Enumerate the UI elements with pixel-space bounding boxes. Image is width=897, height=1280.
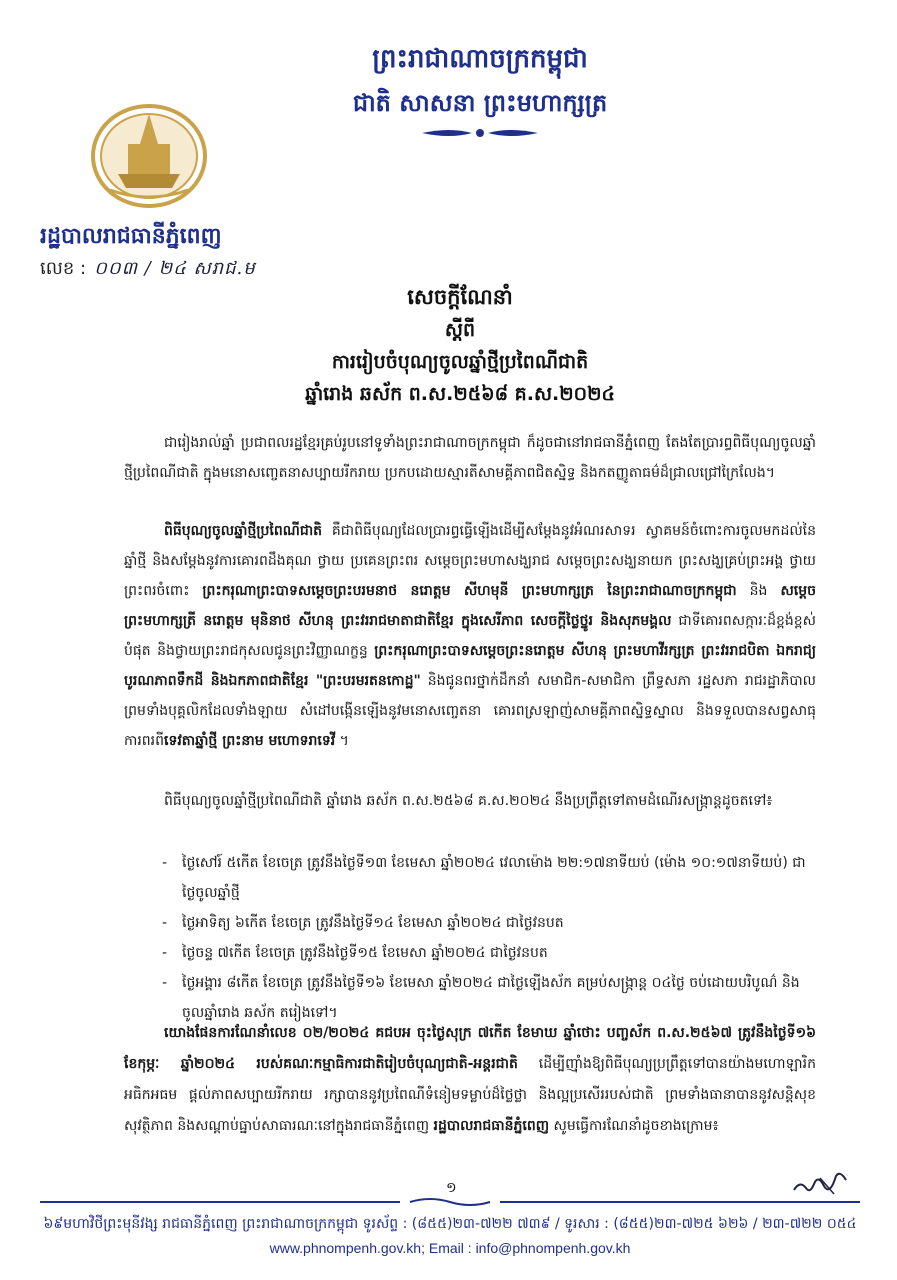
list-item: - ថ្ងៃចន្ទ ៧កើត ខែចេត្រ ត្រូវនឹងថ្ងៃទី១៥ ខែមេសា ឆ្នាំ២០២៤ ជាថ្ងៃវនបត — [162, 938, 816, 968]
reference-label: លេខ : — [40, 258, 87, 279]
handwritten-initials-icon — [790, 1166, 852, 1200]
motto-heading: ជាតិ សាសនា ព្រះមហាក្សត្រ — [352, 88, 608, 117]
list-item: - ថ្ងៃអាទិត្យ ៦កើត ខែចេត្រ ត្រូវនឹងថ្ងៃទី១៤ ខែមេសា ឆ្នាំ២០២៤ ជាថ្ងៃវនបត — [162, 908, 816, 938]
schedule-list — [162, 848, 816, 1028]
paragraph-ceremony: ពិធីបុណ្យចូលឆ្នាំថ្មីប្រពៃណីជាតិ គឺជាពិធីបុណ្យដែលប្រារព្ធធ្វើឡើងដើម្បីសម្តែងនូវអំណរសាទរ ស្វាគមន៍ចំពោះការចូលមកដល់នៃឆ្នាំថ្មី និងសម្តែងនូវការគោរពដឹងគុណ ថ្វាយ ប្រគេនព្រះពរ សម្តេចព្រះមហាសង្ឃរាជ សម្តេចព្រះសង្ឃនាយក ព្រះសង្ឃគ្រប់ព្រះអង្គ ថ្វាយព្រះពរចំពោះ ព្រះករុណាព្រះបាទសម្តេចព្រះបរមនាថ នរោត្តម សីហមុនី ព្រះមហាក្សត្រ នៃព្រះរាជាណាចក្រកម្ពុជា និង សម្តេចព្រះមហាក្សត្រី នរោត្តម មុនិនាថ សីហនុ ព្រះវររាជមាតាជាតិខ្មែរ ក្នុងសេរីភាព សេចក្តីថ្លៃថ្នូរ និងសុភមង្គល ជាទីគោរពសក្ការៈដ៏ខ្ពង់ខ្ពស់បំផុត និងថ្វាយព្រះរាជកុសលជូនព្រះវិញ្ញាណក្ខន្ធ ព្រះករុណាព្រះបាទសម្តេចព្រះនរោត្តម សីហនុ ព្រះមហាវីរក្សត្រ ព្រះវររាជបិតា ឯករាជ្យ បូរណភាពទឹកដី និងឯកភាពជាតិខ្មែរ "ព្រះបរមរតនកោដ្ឋ" និងជូនពរថ្នាក់ដឹកនាំ សមាជិក-សមាជិកា ព្រឹទ្ធសភា រដ្ឋសភា រាជរដ្ឋាភិបាល ព្រមទាំងបុគ្គលិកដែលទាំងឡាយ សំដៅបង្កើនឡើងនូវមនោសញ្ចេតនា គោរពស្រឡាញ់សាមគ្គីភាពស្និទ្ធស្នាល និងទទួលបានសព្វសាធុការពរពីទេវតាឆ្នាំថ្មី ព្រះនាម មហោទរាទេវី ។ — [124, 523, 816, 749]
reference-number — [40, 256, 256, 283]
title-connector: ស្តីពី — [444, 319, 476, 341]
footer-divider — [40, 1196, 860, 1208]
reference-value: ០០៣ / ២៤ សរាជ.ម — [94, 258, 256, 279]
list-item: - ថ្ងៃអង្គារ ៨កើត ខែចេត្រ ត្រូវនឹងថ្ងៃទី១៦ ខែមេសា ឆ្នាំ២០២៤ ជាថ្ងៃឡើងស័ក គម្រប់សង្ក្រាន្ត ០៤ថ្ងៃ ចប់ដោយបរិបូណ៌ និងចូលឆ្នាំរោង ឆស័ក តរៀងទៅ។ — [162, 968, 816, 1028]
email-link[interactable]: info@phnompenh.gov.kh — [475, 1240, 631, 1256]
paragraph-directive: យោងផែនការណែនាំលេខ ០២/២០២៤ គជបអ ចុះថ្ងៃសុក្រ ៧កើត ខែមាឃ ឆ្នាំថោះ បញ្ចស័ក ព.ស.២៥៦៧ ត្រូវនឹងថ្ងៃទី១៦ ខែកុម្ភៈ ឆ្នាំ២០២៤ របស់គណៈកម្មាធិការជាតិរៀបចំបុណ្យជាតិ-អន្តរជាតិ ដើម្បីញ៉ាំងឱ្យពិធីបុណ្យប្រព្រឹត្តទៅបានយ៉ាងមហោឡារិក អធិកអធម ផ្តល់ភាពសប្បាយរីករាយ រក្សាបាននូវប្រពៃណីទំនៀមទម្លាប់ដ៏ថ្លៃថ្លា និងល្អប្រសើររបស់ជាតិ ព្រមទាំងធានាបាននូវសន្តិសុខ សុវត្ថិភាព និងសណ្តាប់ធ្នាប់សាធារណៈនៅក្នុងរាជធានីភ្នំពេញ រដ្ឋបាលរាជធានីភ្នំពេញ សូមធ្វើការណែនាំដូចខាងក្រោម៖ — [124, 1025, 816, 1134]
list-item: - ថ្ងៃសៅរ៍ ៥កើត ខែចេត្រ ត្រូវនឹងថ្ងៃទី១៣ ខែមេសា ឆ្នាំ២០២៤ វេលាម៉ោង ២២:១៧នាទីយប់ (ម៉ោង ១០:១៧នាទីយប់) ជាថ្ងៃចូលឆ្នាំថ្មី — [162, 848, 816, 908]
document-type: សេចក្តីណែនាំ — [407, 285, 513, 309]
issuer-name: រដ្ឋបាលរាជធានីភ្នំពេញ — [40, 223, 222, 249]
flourish-ornament-icon — [420, 125, 540, 141]
document-subject: ការរៀបចំបុណ្យចូលឆ្នាំថ្មីប្រពៃណីជាតិ — [331, 351, 589, 373]
paragraph-intro: ជារៀងរាល់ឆ្នាំ ប្រជាពលរដ្ឋខ្មែរគ្រប់រូបនៅទូទាំងព្រះរាជាណាចក្រកម្ពុជា ក៏ដូចជានៅរាជធានីភ្នំពេញ តែងតែប្រារព្ធពិធីបុណ្យចូលឆ្នាំថ្មីប្រពៃណីជាតិ ក្នុងមនោសញ្ចេតនាសប្បាយរីករាយ ប្រកបដោយស្មារតីសាមគ្គីភាពជិតស្និទ្ធ និងកតញ្ញូតាធម៌ដ៏ជ្រាលជ្រៅក្រៃលែង។ — [124, 435, 816, 481]
document-year: ឆ្នាំរោង ឆស័ក ព.ស.២៥៦៨ គ.ស.២០២៤ — [305, 383, 615, 405]
phnom-penh-emblem-icon — [88, 100, 210, 212]
kingdom-heading: ព្រះរាជាណាចក្រកម្ពុជា — [372, 44, 588, 74]
page-number: ១ — [446, 1180, 457, 1196]
email-label: ; Email : — [421, 1240, 472, 1256]
paragraph-schedule-intro: ពិធីបុណ្យចូលឆ្នាំថ្មីប្រពៃណីជាតិ ឆ្នាំរោង ឆស័ក ព.ស.២៥៦៨ គ.ស.២០២៤ នឹងប្រព្រឹត្តទៅតាមដំណើរសង្ក្រាន្តដូចតទៅ៖ — [164, 793, 773, 809]
website-link[interactable]: www.phnompenh.gov.kh — [269, 1240, 422, 1256]
footer-contact — [40, 1240, 860, 1256]
footer-address: ៦៩មហាវិថីព្រះមុនីវង្ស រាជធានីភ្នំពេញ ព្រះរាជាណាចក្រកម្ពុជា ទូរស័ព្ទ : (៨៥៥)២៣-៧២២ ៧៣៩ / ទូរសារ : (៨៥៥)២៣-៧២៥ ៦២៦ / ២៣-៧២២ ០៥៤ — [43, 1216, 857, 1232]
